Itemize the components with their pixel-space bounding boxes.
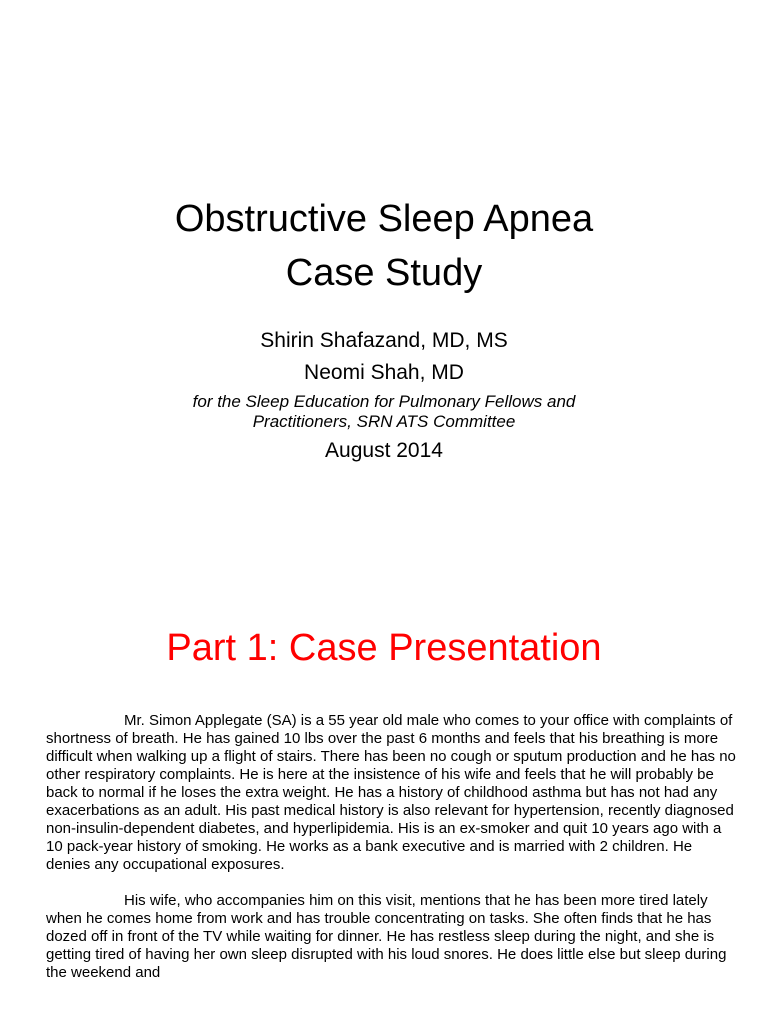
title-line-1: Obstructive Sleep Apnea	[174, 198, 594, 240]
affiliation-line-2: Practitioners, SRN ATS Committee	[252, 412, 516, 431]
section-title: Part 1: Case Presentation	[166, 627, 602, 669]
affiliation	[0, 392, 768, 432]
case-paragraph-1: Mr. Simon Applegate (SA) is a 55 year old male who comes to your office with complaints of shortness of breath. He has gained 10 lbs over the past 6 months and feels that his breathing is more difficult when walking up a flight of stairs. There has been no cough or sputum production and he has no other respiratory complaints. He is here at the insistence of his wife and feels that he will probably be back to normal if he loses the extra weight. He has a history of childhood asthma but has not had any exacerbations as an adult. His past medical history is also relevant for hypertension, recently diagnosed non-insulin-dependent diabetes, and hyperlipidemia. His is an ex-smoker and quit 10 years ago with a 10 pack-year history of smoking. He works as a bank executive and is married with 2 children. He denies any occupational exposures.	[46, 712, 736, 873]
title-line-2: Case Study	[285, 252, 483, 294]
author-2: Neomi Shah, MD	[304, 361, 464, 384]
case-paragraph-2: His wife, who accompanies him on this visit, mentions that he has been more tired lately when he comes home from work and has trouble concentrating on tasks. She often finds that he has dozed off in front of the TV while waiting for dinner. He has restless sleep during the night, and she is getting tired of having her own sleep disrupted with his loud snores. He does little else but sleep during the weekend and	[46, 892, 727, 981]
affiliation-line-1: for the Sleep Education for Pulmonary Fellows and	[192, 392, 576, 411]
author-1: Shirin Shafazand, MD, MS	[260, 329, 508, 352]
page-title	[0, 192, 768, 300]
case-text	[46, 712, 736, 1000]
presentation-date: August 2014	[325, 439, 443, 462]
